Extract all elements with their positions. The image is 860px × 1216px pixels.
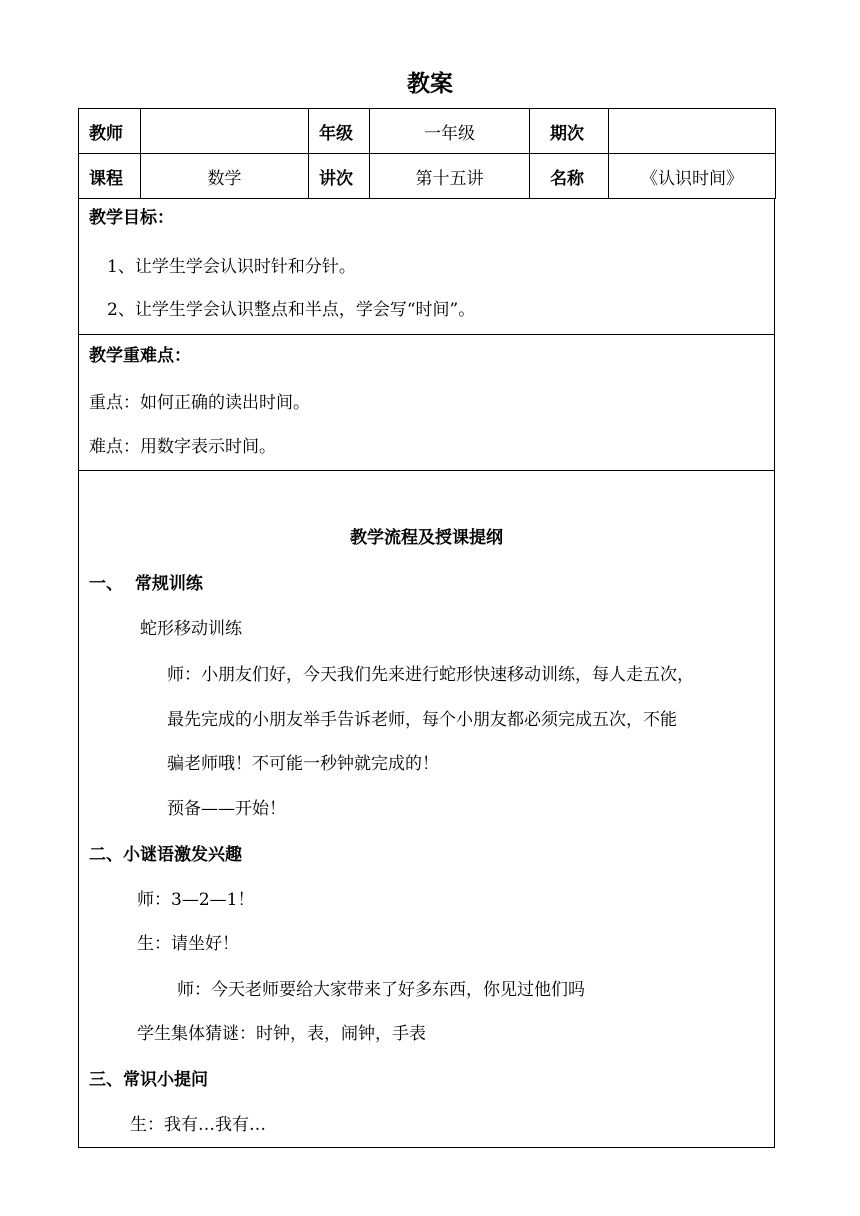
section-2-line: 师：3—2—1！ — [137, 890, 255, 910]
course-value: 数学 — [141, 154, 309, 199]
document-title: 教案 — [407, 71, 453, 97]
grade-label: 年级 — [309, 109, 370, 154]
section-2-line: 师：今天老师要给大家带来了好多东西，你见过他们吗 — [177, 980, 585, 1000]
teacher-label: 教师 — [79, 109, 141, 154]
objectives-section — [78, 198, 775, 335]
lecture-label: 讲次 — [309, 154, 370, 199]
key-points-section — [78, 334, 775, 471]
info-row-1 — [79, 109, 776, 154]
objective-item: 1、让学生学会认识时针和分针。 — [107, 257, 356, 277]
session-value — [609, 109, 776, 154]
course-label: 课程 — [79, 154, 141, 199]
lesson-info-table — [78, 108, 776, 199]
name-label: 名称 — [530, 154, 609, 199]
section-1-line: 师：小朋友们好，今天我们先来进行蛇形快速移动训练，每人走五次， — [167, 665, 694, 685]
section-1-line: 最先完成的小朋友举手告诉老师，每个小朋友都必须完成五次，不能 — [167, 710, 677, 730]
grade-value: 一年级 — [370, 109, 530, 154]
section-1-line: 预备——开始！ — [167, 799, 286, 819]
process-section — [78, 470, 775, 1148]
section-1-line: 骗老师哦！不可能一秒钟就完成的！ — [167, 754, 439, 774]
section-2-line: 学生集体猜谜：时钟，表，闹钟，手表 — [137, 1024, 426, 1044]
objectives-heading: 教学目标： — [89, 208, 174, 228]
lecture-value: 第十五讲 — [370, 154, 530, 199]
name-value: 《认识时间》 — [609, 154, 776, 199]
section-2-line: 生：请坐好！ — [137, 934, 239, 954]
key-points-heading: 教学重难点： — [89, 346, 191, 366]
session-label: 期次 — [530, 109, 609, 154]
key-point: 重点：如何正确的读出时间。 — [89, 393, 310, 413]
section-3-title: 三、常识小提问 — [89, 1070, 208, 1090]
section-3-line: 生：我有…我有… — [130, 1115, 266, 1135]
process-heading: 教学流程及授课提纲 — [350, 528, 503, 548]
objective-item: 2、让学生学会认识整点和半点，学会写“时间”。 — [107, 300, 476, 320]
info-row-2 — [79, 154, 776, 199]
section-2-title: 二、小谜语激发兴趣 — [89, 845, 242, 865]
difficult-point: 难点：用数字表示时间。 — [89, 437, 276, 457]
section-1-subtitle: 蛇形移动训练 — [140, 619, 242, 639]
section-1-title: 一、 常规训练 — [89, 574, 203, 594]
teacher-value — [141, 109, 309, 154]
